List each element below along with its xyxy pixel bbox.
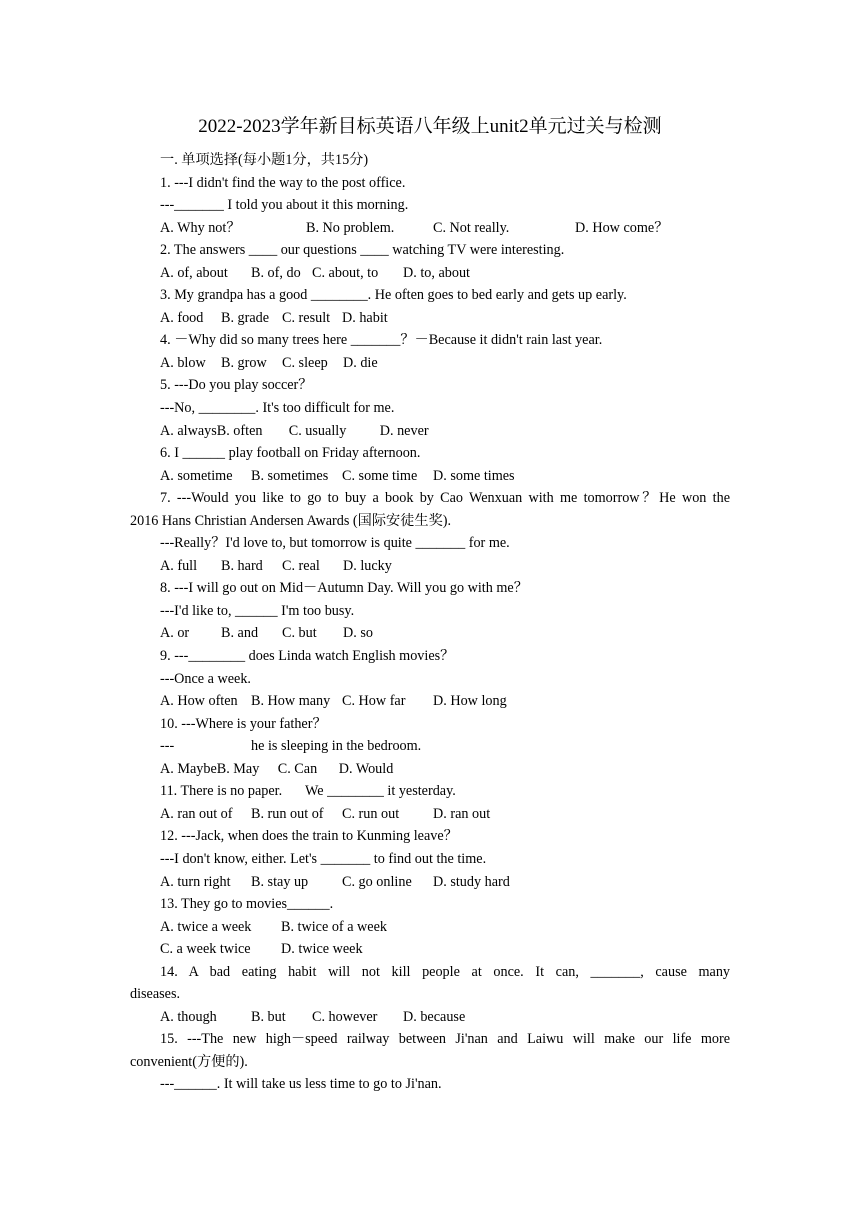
question-text: It can, [535, 963, 579, 980]
answer-options [130, 352, 730, 375]
option-d: D. so [343, 625, 373, 642]
section-heading: 一. 单项选择(每小题1分，共15分) [160, 152, 369, 168]
option-a: A. Why not？ [160, 219, 241, 236]
question-line: ---_______ I told you about it this morning. [160, 197, 409, 214]
option-b: B. often [216, 422, 263, 439]
option-a: A. food [160, 309, 204, 326]
option-b: B. sometimes [251, 467, 329, 484]
option-a: A. twice a week [160, 918, 252, 935]
option-c: C. Can [277, 760, 318, 777]
answer-options [130, 690, 730, 713]
option-d: D. twice week [281, 941, 363, 958]
option-c: C. however [312, 1008, 378, 1025]
option-b: B. and [221, 625, 259, 642]
option-a: A. sometime [160, 467, 233, 484]
option-a: A. or [160, 625, 190, 642]
option-a: A. though [160, 1008, 217, 1025]
option-d: D. some times [433, 467, 515, 484]
option-c: C. go online [342, 873, 412, 890]
question-line: 15. ---The new high－speed railway between Ji'nan and Laiwu will make our life more [160, 1031, 730, 1048]
answer-blank: --- [160, 738, 175, 755]
option-b: B. May [216, 760, 260, 777]
option-d: D. die [343, 354, 378, 371]
option-d: D. lucky [343, 557, 392, 574]
option-a: A. Maybe [160, 760, 217, 777]
question-text: 11. There is no paper. [160, 783, 283, 800]
question-text: We ________ it yesterday. [305, 783, 456, 800]
option-b: B. but [251, 1008, 286, 1025]
answer-options [130, 916, 730, 939]
question-line: 5. ---Do you play soccer？ [160, 377, 313, 394]
option-b: B. of, do [251, 264, 301, 281]
question-line: 7. ---Would you like to go to buy a book by Cao Wenxuan with me tomorrow？He won the [160, 490, 730, 507]
option-a: A. blow [160, 354, 206, 371]
option-d: D. study hard [433, 873, 510, 890]
option-d: D. never [379, 422, 429, 439]
question-text: cause many [655, 963, 731, 980]
option-b: B. grade [221, 309, 270, 326]
question-line: diseases. [130, 986, 181, 1003]
option-c: C. about, to [312, 264, 379, 281]
question-line: ---Once a week. [160, 670, 251, 687]
option-b: B. twice of a week [281, 918, 387, 935]
question-line: 10. ---Where is your father？ [160, 715, 327, 732]
question-line: 3. My grandpa has a good ________. He often goes to bed early and gets up early. [160, 287, 627, 304]
option-a: A. always [160, 422, 217, 439]
option-c: C. a week twice [160, 941, 251, 958]
answer-options [130, 217, 730, 240]
page-title: 2022-2023学年新目标英语八年级上unit2单元过关与检测 [198, 116, 662, 137]
option-b: B. hard [221, 557, 263, 574]
answer-options [130, 555, 730, 578]
option-c: C. Not really. [433, 219, 510, 236]
option-d: D. How come？ [575, 219, 669, 236]
option-c: C. real [282, 557, 320, 574]
option-a: A. turn right [160, 873, 231, 890]
document-body [130, 149, 730, 1096]
option-b: B. grow [221, 354, 267, 371]
question-line: ---______. It will take us less time to go to Ji'nan. [160, 1076, 442, 1093]
option-c: C. How far [342, 693, 406, 710]
option-c: C. run out [342, 805, 400, 822]
answer-options [130, 938, 730, 961]
option-d: D. to, about [403, 264, 470, 281]
question-line [130, 735, 730, 758]
option-d: D. habit [342, 309, 388, 326]
option-b: B. How many [251, 693, 331, 710]
option-c: C. but [282, 625, 317, 642]
answer-options [130, 871, 730, 894]
question-line: ---I don't know, either. Let's _______ to find out the time. [160, 850, 487, 867]
option-d: D. ran out [433, 805, 491, 822]
question-line [130, 780, 730, 803]
answer-options [130, 1006, 730, 1029]
answer-options [130, 622, 730, 645]
answer-options [130, 465, 730, 488]
option-a: A. full [160, 557, 198, 574]
option-b: B. stay up [251, 873, 309, 890]
option-d: D. How long [433, 693, 507, 710]
option-a: A. How often [160, 693, 238, 710]
option-d: D. Would [338, 760, 394, 777]
question-line: ---Really？I'd love to, but tomorrow is quite _______ for me. [160, 535, 510, 552]
question-line: 2. The answers ____ our questions ____ watching TV were interesting. [160, 242, 565, 259]
question-line: convenient(方便的). [130, 1053, 248, 1070]
answer-options [130, 803, 730, 826]
question-line: 2016 Hans Christian Andersen Awards (国际安徒生奖). [130, 512, 452, 529]
answer-options [130, 307, 730, 330]
answer-blank: _______, [590, 963, 644, 980]
question-line: 1. ---I didn't find the way to the post office. [160, 174, 406, 191]
question-line: 13. They go to movies______. [160, 896, 334, 913]
option-b: B. run out of [251, 805, 324, 822]
question-text: 14. A bad eating habit will not kill people at once. [160, 963, 524, 980]
option-d: D. because [403, 1008, 466, 1025]
option-c: C. usually [288, 422, 347, 439]
option-c: C. some time [342, 467, 418, 484]
question-line: 4. －Why did so many trees here _______？－Because it didn't rain last year. [160, 332, 603, 349]
question-text: he is sleeping in the bedroom. [251, 738, 422, 755]
question-line: ---I'd like to, ______ I'm too busy. [160, 602, 355, 619]
answer-options [130, 758, 730, 781]
question-line: ---No, ________. It's too difficult for me. [160, 400, 395, 417]
question-line [130, 961, 730, 984]
option-b: B. No problem. [306, 219, 395, 236]
question-line: 8. ---I will go out on Mid－Autumn Day. Will you go with me？ [160, 580, 528, 597]
question-line: 6. I ______ play football on Friday afternoon. [160, 445, 421, 462]
option-a: A. of, about [160, 264, 228, 281]
option-a: A. ran out of [160, 805, 233, 822]
option-c: C. result [282, 309, 331, 326]
answer-options [130, 420, 730, 443]
question-line: 12. ---Jack, when does the train to Kunming leave？ [160, 828, 458, 845]
question-line: 9. ---________ does Linda watch English movies？ [160, 648, 455, 665]
answer-options [130, 262, 730, 285]
option-c: C. sleep [282, 354, 328, 371]
